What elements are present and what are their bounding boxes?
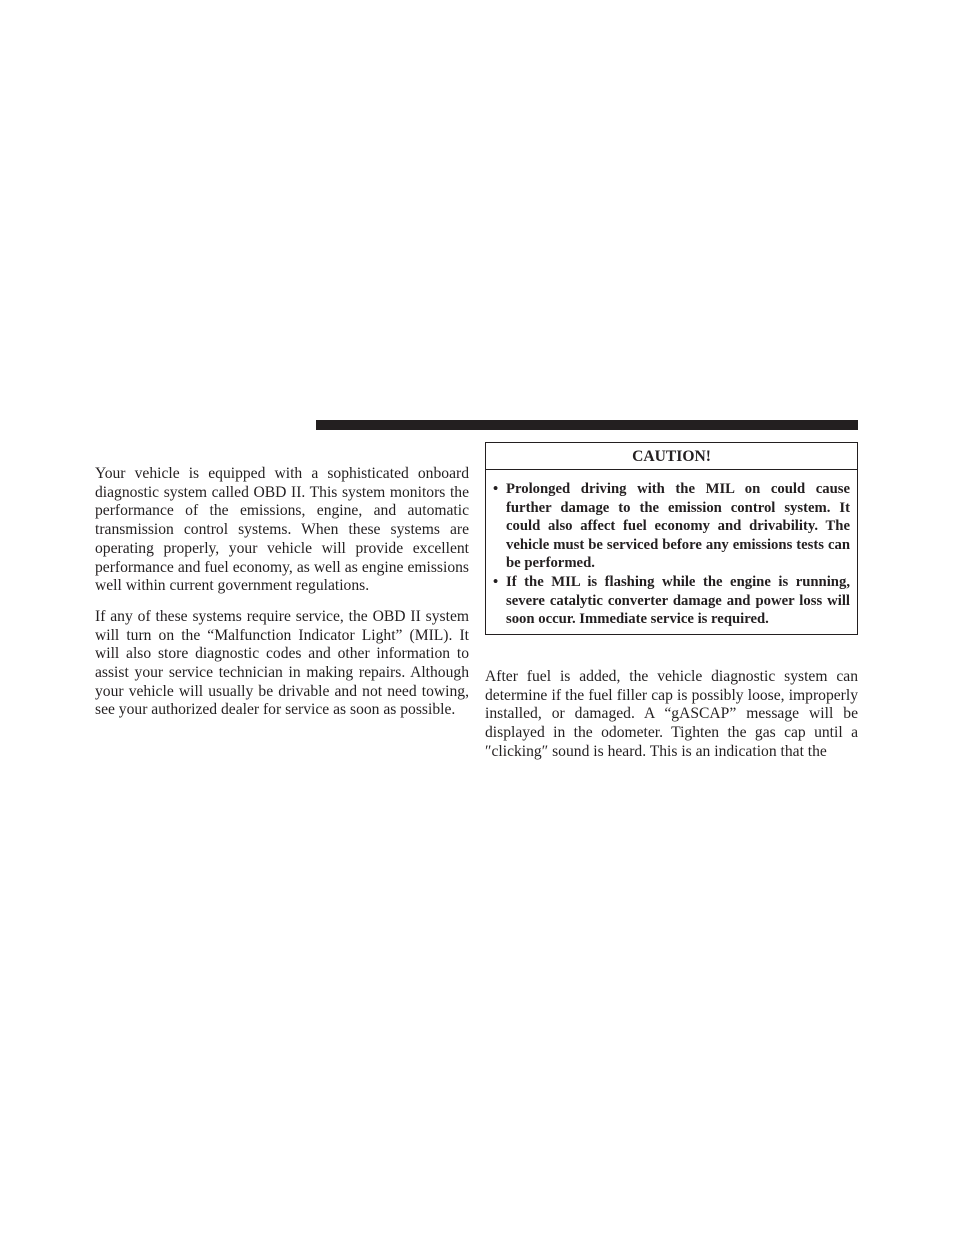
- bullet-icon: •: [493, 481, 499, 497]
- right-column: [485, 668, 858, 762]
- obd-service-paragraph: If any of these systems require service, the OBD II system will turn on the “Malfunction Indicator Light” (MIL). It will also store diagnostic codes and other information to assist your service technician in making repairs. Although your vehicle will usually be drivable and not need towing, see your authorized dealer for service as soon as possible.: [95, 607, 469, 719]
- caution-list: [486, 470, 857, 629]
- section-divider-bar: [316, 420, 858, 430]
- gas-cap-paragraph: After fuel is added, the vehicle diagnostic system can determine if the fuel filler cap is possibly loose, improperly installed, or damaged. A “gASCAP” message will be displayed in the odometer. Tighten the gas cap until a ″clicking″ sound is heard. This is an indication that the: [485, 668, 858, 760]
- caution-title: CAUTION!: [486, 443, 857, 470]
- caution-box: [485, 442, 858, 635]
- obd-intro-paragraph: Your vehicle is equipped with a sophisticated onboard diagnostic system called OBD II. This system monitors the performance of the emissions, engine, and automatic transmission control systems. When these systems are operating properly, your vehicle will provide excellent performance and fuel economy, as well as engine emissions well within current government regulations.: [95, 465, 469, 595]
- caution-item: [493, 480, 850, 573]
- caution-item-text: If the MIL is flashing while the engine is running, severe catalytic converter damage and power loss will soon occur. Immediate service is required.: [506, 573, 850, 628]
- bullet-icon: •: [493, 573, 499, 590]
- left-column: [95, 465, 469, 732]
- caution-item: [493, 573, 850, 629]
- caution-item-text: Prolonged driving with the MIL on could cause further damage to the emission control system. It could also affect fuel economy and drivability. The vehicle must be serviced before any emissions tests can be performed.: [506, 481, 850, 572]
